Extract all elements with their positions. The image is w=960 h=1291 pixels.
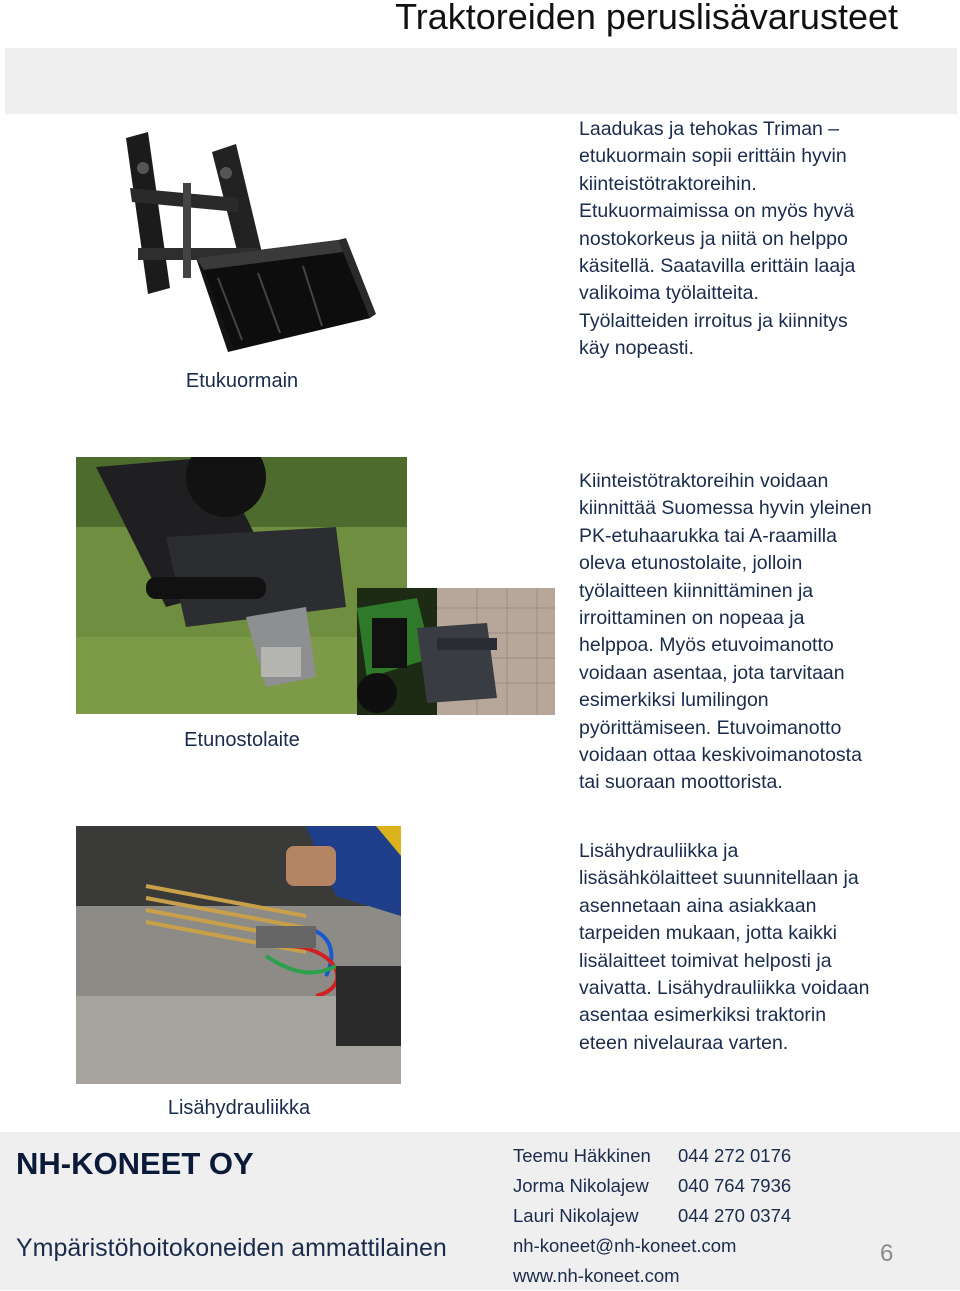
text-line: tai suoraan moottorista.	[579, 771, 783, 794]
contact-list	[513, 1141, 791, 1291]
text-line: etukuormain sopii erittäin hyvin	[579, 145, 847, 168]
text-line: käsitellä. Saatavilla erittäin laaja	[579, 255, 856, 278]
contact-phone: 040 764 7936	[678, 1175, 792, 1196]
contact-name: Jorma Nikolajew	[513, 1175, 649, 1196]
header-band	[5, 48, 957, 114]
text-line: Laadukas ja tehokas Triman –	[579, 118, 840, 140]
text-line: Lisähydrauliikka ja	[579, 840, 739, 862]
hydraulics-description	[579, 838, 949, 1057]
text-line: helppoa. Myös etuvoimanotto	[579, 634, 834, 657]
contact-name: Teemu Häkkinen	[513, 1145, 651, 1166]
company-name: NH-KONEET OY	[16, 1146, 254, 1181]
company-tagline: Ympäristöhoitokoneiden ammattilainen	[16, 1234, 447, 1262]
text-line: oleva etunostolaite, jolloin	[579, 552, 803, 575]
text-line: asentaa esimerkiksi traktorin	[579, 1004, 827, 1027]
text-line: esimerkiksi lumilingon	[579, 689, 769, 712]
page-number: 6	[880, 1240, 894, 1267]
contact-row	[513, 1171, 791, 1201]
email-link[interactable]: nh-koneet@nh-koneet.com	[513, 1235, 737, 1256]
contact-name: Lauri Nikolajew	[513, 1205, 639, 1226]
text-line: asennetaan aina asiakkaan	[579, 894, 817, 917]
contact-row	[513, 1201, 791, 1231]
text-line: lisälaitteet toimivat helposti ja	[579, 949, 832, 972]
front-loader-caption: Etukuormain	[185, 370, 299, 392]
text-line: kiinnittää Suomessa hyvin yleinen	[579, 497, 872, 520]
page-title: Traktoreiden peruslisävarusteet	[395, 0, 898, 37]
text-line: voidaan ottaa keskivoimanotosta	[579, 744, 862, 767]
hydraulics-caption: Lisähydrauliikka	[167, 1097, 311, 1119]
hydraulics-photo	[76, 826, 401, 1084]
text-line: tarpeiden mukaan, jotta kaikki	[579, 922, 837, 945]
text-line: lisäsähkölaitteet suunnitellaan ja	[579, 867, 859, 890]
text-line: PK-etuhaarukka tai A-raamilla	[579, 524, 837, 547]
front-hitch-photo	[357, 588, 555, 715]
text-line: vaivatta. Lisähydrauliikka voidaan	[579, 977, 870, 1000]
text-line: irroittaminen on nopeaa ja	[579, 607, 805, 630]
text-line: nostokorkeus ja niitä on helppo	[579, 227, 848, 250]
contact-phone: 044 272 0176	[678, 1145, 792, 1166]
text-line: Työlaitteiden irroitus ja kiinnitys	[579, 309, 848, 332]
text-line: käy nopeasti.	[579, 337, 694, 360]
text-line: pyörittämiseen. Etuvoimanotto	[579, 716, 842, 739]
text-line: Kiinteistötraktoreihin voidaan	[579, 470, 829, 492]
front-loader-image	[108, 128, 378, 360]
website-link[interactable]: www.nh-koneet.com	[513, 1265, 680, 1286]
front-lift-description	[579, 468, 949, 797]
text-line: työlaitteen kiinnittäminen ja	[579, 579, 814, 602]
text-line: valikoima työlaitteita.	[579, 282, 759, 305]
text-line: voidaan asentaa, jota tarvitaan	[579, 661, 845, 684]
text-line: kiinteistötraktoreihin.	[579, 172, 757, 195]
contact-row	[513, 1141, 791, 1171]
text-line: Etukuormaimissa on myös hyvä	[579, 200, 855, 223]
front-lift-caption: Etunostolaite	[184, 729, 300, 751]
text-line: eteen nivelauraa varten.	[579, 1031, 789, 1054]
front-loader-description	[579, 116, 939, 363]
contact-phone: 044 270 0374	[678, 1205, 792, 1226]
